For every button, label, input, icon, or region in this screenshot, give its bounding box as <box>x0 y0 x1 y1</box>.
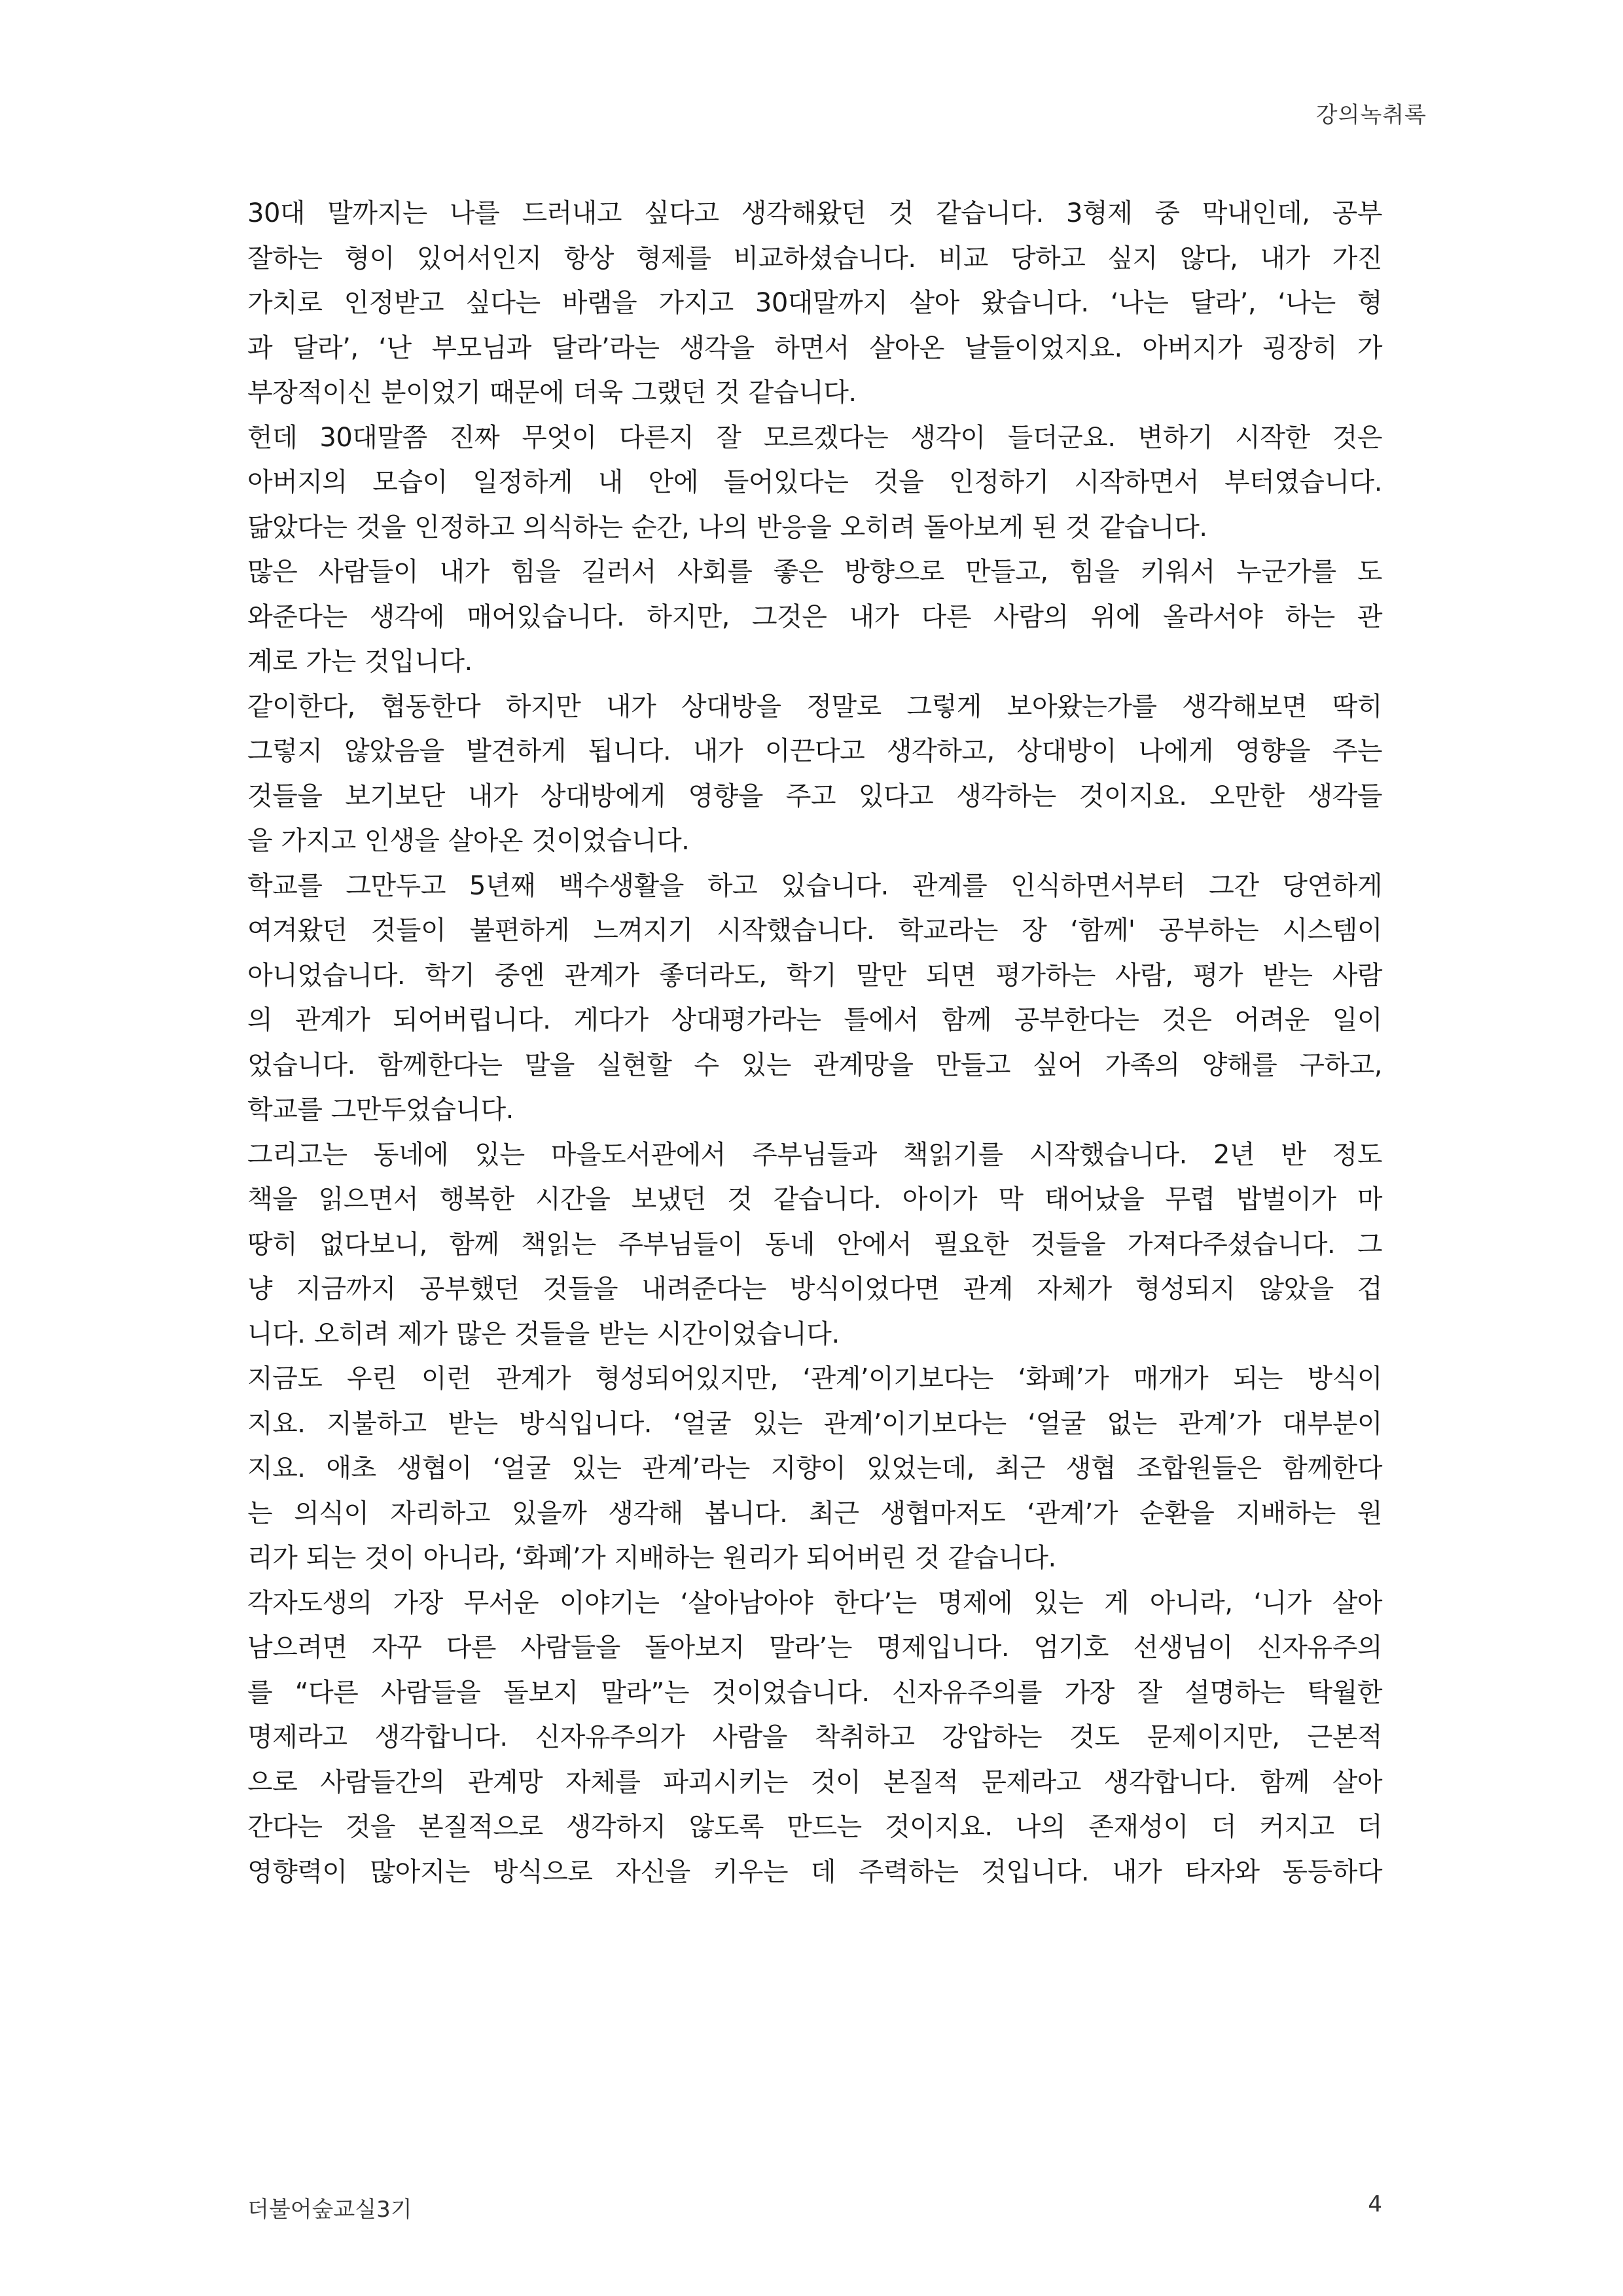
text-line: 각자도생의 가장 무서운 이야기는 ‘살아남아야 한다’는 명제에 있는 게 아니라, ‘니가 살아 <box>247 1587 1382 1618</box>
text-line: 책을 읽으면서 행복한 시간을 보냈던 것 같습니다. 아이가 막 태어났을 무렵 밥벌이가 마 <box>247 1184 1382 1214</box>
text-line: 남으려면 자꾸 다른 사람들을 돌아보지 말라’는 명제입니다. 엄기호 선생님이 신자유주의 <box>247 1633 1382 1663</box>
text-line: 냥 지금까지 공부했던 것들을 내려준다는 방식이었다면 관계 자체가 형성되지 않았을 겁 <box>247 1274 1382 1304</box>
text-line: 학교를 그만두고 5년째 백수생활을 하고 있습니다. 관계를 인식하면서부터 그간 당연하게 <box>247 870 1382 901</box>
text-line: 많은 사람들이 내가 힘을 길러서 사회를 좋은 방향으로 만들고, 힘을 키워서 누군가를 도 <box>247 557 1382 587</box>
text-line: 었습니다. 함께한다는 말을 실현할 수 있는 관계망을 만들고 싶어 가족의 양해를 구하고, <box>247 1050 1382 1080</box>
text-line: 헌데 30대말쯤 진짜 무엇이 다른지 잘 모르겠다는 생각이 들더군요. 변하기 시작한 것은 <box>247 422 1382 453</box>
text-line: 그리고는 동네에 있는 마을도서관에서 주부님들과 책읽기를 시작했습니다. 2년 반 정도 <box>247 1139 1382 1170</box>
page-number: 4 <box>1368 2191 1382 2217</box>
body-text <box>247 191 1382 1894</box>
text-line: 지금도 우린 이런 관계가 형성되어있지만, ‘관계’이기보다는 ‘화폐’가 매개가 되는 방식이 <box>247 1364 1382 1394</box>
text-line: 과 달라’, ‘난 부모님과 달라’라는 생각을 하면서 살아온 날들이었지요. 아버지가 굉장히 가 <box>247 332 1382 363</box>
text-line: 계로 가는 것입니다. <box>247 646 473 677</box>
text-line: 의 관계가 되어버립니다. 게다가 상대평가라는 틀에서 함께 공부한다는 것은 어려운 일이 <box>247 1005 1382 1035</box>
text-line: 땅히 없다보니, 함께 책읽는 주부님들이 동네 안에서 필요한 것들을 가져다주셨습니다. 그 <box>247 1229 1382 1260</box>
text-line: 아버지의 모습이 일정하게 내 안에 들어있다는 것을 인정하기 시작하면서 부터였습니다. <box>247 467 1382 497</box>
footer-series-title: 더불어숲교실3기 <box>247 2197 412 2223</box>
text-line: 를 “다른 사람들을 돌보지 말라”는 것이었습니다. 신자유주의를 가장 잘 설명하는 탁월한 <box>247 1677 1382 1708</box>
text-line: 것들을 보기보단 내가 상대방에게 영향을 주고 있다고 생각하는 것이지요. 오만한 생각들 <box>247 781 1382 811</box>
text-line: 영향력이 많아지는 방식으로 자신을 키우는 데 주력하는 것입니다. 내가 타자와 동등하다 <box>247 1856 1382 1887</box>
text-line: 리가 되는 것이 아니라, ‘화폐’가 지배하는 원리가 되어버린 것 같습니다. <box>247 1543 1056 1573</box>
text-line: 간다는 것을 본질적으로 생각하지 않도록 만드는 것이지요. 나의 존재성이 더 커지고 더 <box>247 1812 1382 1842</box>
text-line: 니다. 오히려 제가 많은 것들을 받는 시간이었습니다. <box>247 1318 840 1349</box>
text-line: 을 가지고 인생을 살아온 것이었습니다. <box>247 826 690 856</box>
text-line: 같이한다, 협동한다 하지만 내가 상대방을 정말로 그렇게 보아왔는가를 생각해보면 딱히 <box>247 691 1382 722</box>
text-line: 그렇지 않았음을 발견하게 됩니다. 내가 이끈다고 생각하고, 상대방이 나에게 영향을 주는 <box>247 736 1382 766</box>
text-line: 학교를 그만두었습니다. <box>247 1095 514 1125</box>
text-line: 여겨왔던 것들이 불편하게 느껴지기 시작했습니다. 학교라는 장 ‘함께' 공부하는 시스템이 <box>247 915 1382 945</box>
text-line: 지요. 애초 생협이 ‘얼굴 있는 관계’라는 지향이 있었는데, 최근 생협 조합원들은 함께한다 <box>247 1453 1382 1483</box>
text-line: 닮았다는 것을 인정하고 의식하는 순간, 나의 반응을 오히려 돌아보게 된 것 같습니다. <box>247 512 1207 542</box>
text-line: 부장적이신 분이었기 때문에 더욱 그랬던 것 같습니다. <box>247 378 857 408</box>
text-line: 으로 사람들간의 관계망 자체를 파괴시키는 것이 본질적 문제라고 생각합니다. 함께 살아 <box>247 1767 1382 1797</box>
text-line: 아니었습니다. 학기 중엔 관계가 좋더라도, 학기 말만 되면 평가하는 사람, 평가 받는 사람 <box>247 960 1382 991</box>
text-line: 지요. 지불하고 받는 방식입니다. ‘얼굴 있는 관계’이기보다는 ‘얼굴 없는 관계’가 대부분이 <box>247 1408 1382 1439</box>
page-header-title: 강의녹취록 <box>1315 102 1427 128</box>
text-line: 가치로 인정받고 싶다는 바램을 가지고 30대말까지 살아 왔습니다. ‘나는 달라’, ‘나는 형 <box>247 288 1382 318</box>
text-line: 는 의식이 자리하고 있을까 생각해 봅니다. 최근 생협마저도 ‘관계’가 순환을 지배하는 원 <box>247 1498 1382 1528</box>
text-line: 30대 말까지는 나를 드러내고 싶다고 생각해왔던 것 같습니다. 3형제 중 막내인데, 공부 <box>247 198 1382 228</box>
text-line: 와준다는 생각에 매어있습니다. 하지만, 그것은 내가 다른 사람의 위에 올라서야 하는 관 <box>247 601 1382 632</box>
text-line: 잘하는 형이 있어서인지 항상 형제를 비교하셨습니다. 비교 당하고 싶지 않다, 내가 가진 <box>247 243 1382 274</box>
text-line: 명제라고 생각합니다. 신자유주의가 사람을 착취하고 강압하는 것도 문제이지만, 근본적 <box>247 1722 1382 1752</box>
